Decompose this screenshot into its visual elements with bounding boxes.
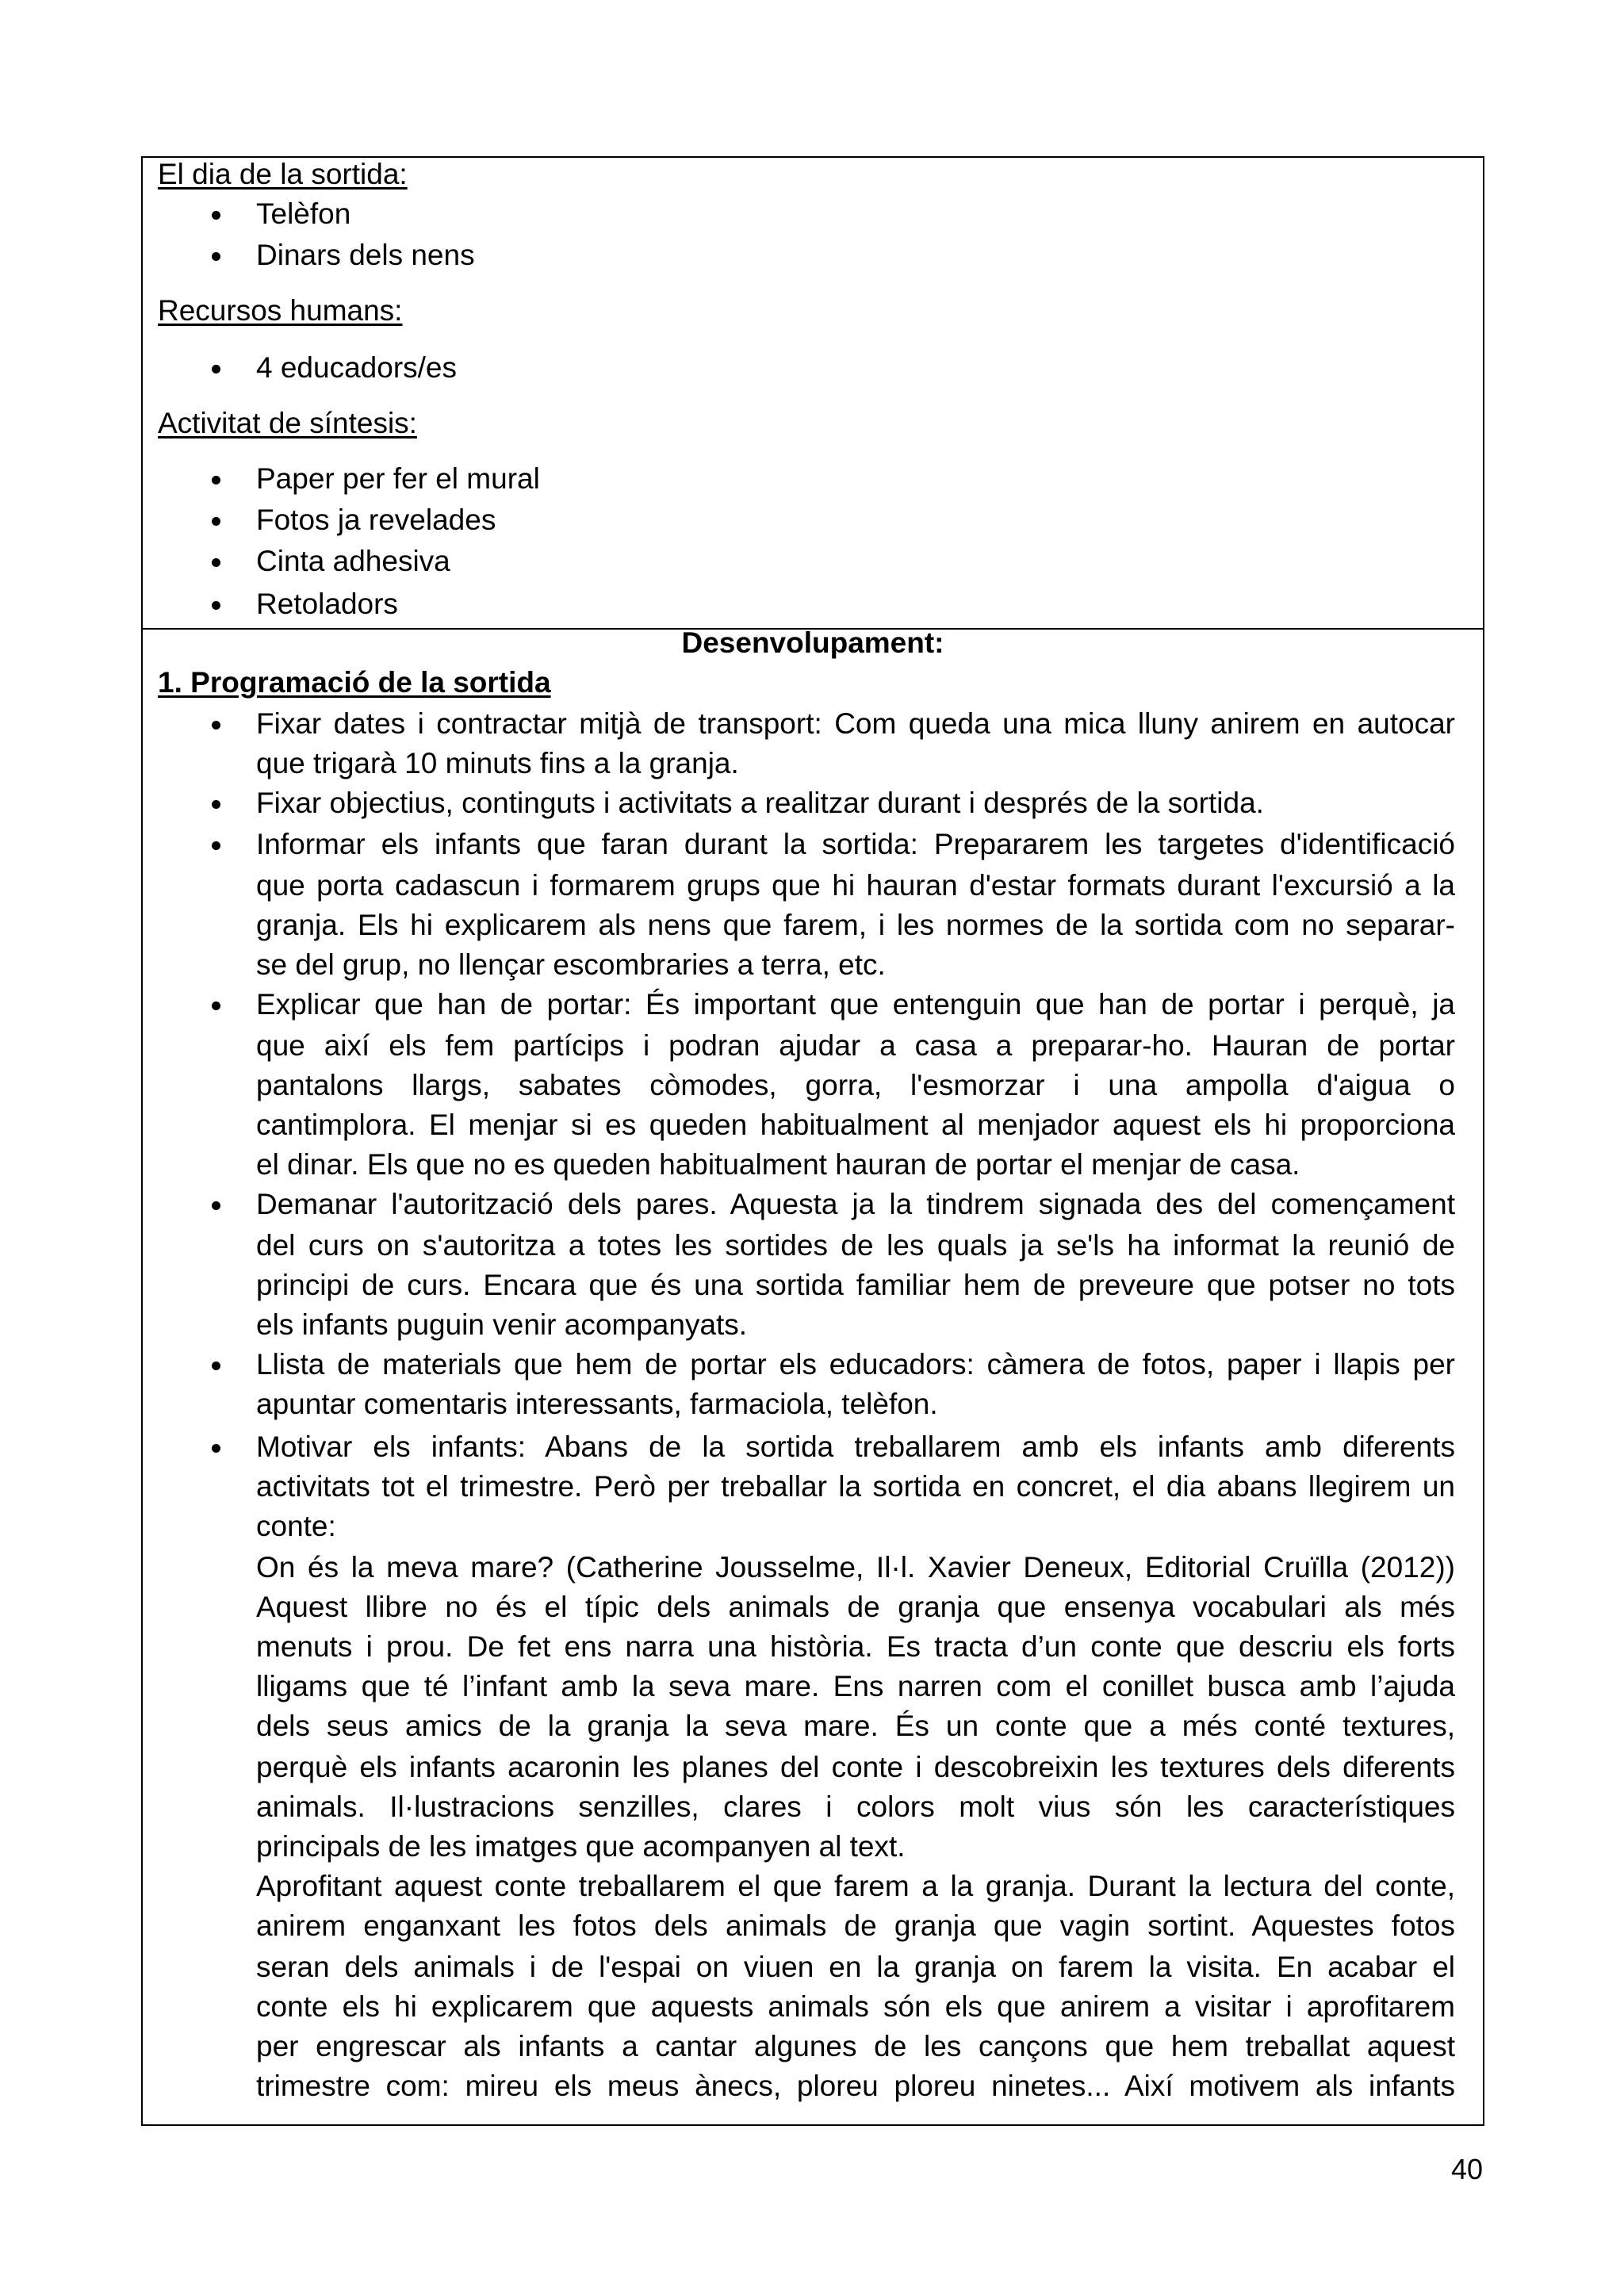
- list-item: Dinars dels nens: [256, 239, 475, 271]
- section-title: 1. Programació de la sortida: [158, 666, 551, 699]
- bullet-icon: [212, 476, 220, 484]
- paragraph-line: cantimplora. El menjar si es queden habitualment al menjador aquest els hi proporciona: [256, 1109, 1455, 1141]
- paragraph-line: Explicar que han de portar: És important que entenguin que han de portar i perquè, ja: [256, 988, 1455, 1021]
- paragraph-line: menuts i prou. De fet ens narra una història. Es tracta d’un conte que descriu els forts: [256, 1630, 1455, 1663]
- paragraph-line: per engrescar als infants a cantar algunes de les cançons que hem treballat aquest: [256, 2030, 1455, 2062]
- paragraph-line: conte els hi explicarem que aquests animals són els que anirem a visitar i aprofitarem: [256, 1990, 1455, 2023]
- paragraph-line: Informar els infants que faran durant la sortida: Prepararem les targetes d'identificació: [256, 828, 1455, 860]
- bullet-icon: [212, 1444, 220, 1453]
- paragraph-line: principals de les imatges que acompanyen al text.: [256, 1830, 906, 1863]
- paragraph-line: Demanar l'autorització dels pares. Aquesta ja la tindrem signada des del començament: [256, 1188, 1455, 1220]
- paragraph-line: pantalons llargs, sabates còmodes, gorra, l'esmorzar i una ampolla d'aigua o: [256, 1069, 1455, 1101]
- paragraph-line: apuntar comentaris interessants, farmaciola, telèfon.: [256, 1388, 938, 1420]
- bullet-icon: [212, 1361, 220, 1370]
- paragraph-line: que així els fem partícips i podran ajudar a casa a preparar-ho. Hauran de portar: [256, 1029, 1455, 1062]
- bullet-icon: [212, 1001, 220, 1010]
- paragraph-line: On és la meva mare? (Catherine Jousselme, Il·l. Xavier Deneux, Editorial Cruïlla (2012)): [256, 1551, 1455, 1584]
- bullet-icon: [212, 721, 220, 730]
- bullet-icon: [212, 601, 220, 610]
- list-item: Paper per fer el mural: [256, 462, 540, 495]
- page-number: 40: [1450, 2153, 1483, 2185]
- paragraph-line: del curs on s'autoritza a totes les sortides de les quals ja se'ls ha informat la reunió de: [256, 1229, 1455, 1262]
- synthesis-heading: Activitat de síntesis:: [158, 407, 417, 439]
- bullet-icon: [212, 1201, 220, 1210]
- paragraph-line: conte:: [256, 1510, 336, 1542]
- list-item: Retoladors: [256, 588, 398, 620]
- development-heading: Desenvolupament:: [681, 626, 944, 659]
- paragraph-line: activitats tot el trimestre. Però per treballar la sortida en concret, el dia abans llegirem un: [256, 1470, 1455, 1503]
- paragraph-line: que trigarà 10 minuts fins a la granja.: [256, 747, 739, 779]
- paragraph-line: seran dels animals i de l'espai on viuen en la granja on farem la visita. En acabar el: [256, 1951, 1455, 1983]
- bullet-icon: [212, 517, 220, 526]
- paragraph-line: dels seus amics de la granja la seva mare. És un conte que a més conté textures,: [256, 1710, 1455, 1742]
- bullet-icon: [212, 211, 220, 220]
- paragraph-line: anirem enganxant les fotos dels animals de granja que vagin sortint. Aquestes fotos: [256, 1909, 1455, 1942]
- content-table: [141, 156, 1484, 2126]
- list-item: Telèfon: [256, 197, 351, 230]
- bullet-icon: [212, 365, 220, 373]
- paragraph-line: Motivar els infants: Abans de la sortida treballarem amb els infants amb diferents: [256, 1430, 1455, 1463]
- paragraph-line: el dinar. Els que no es queden habitualment hauran de portar el menjar de casa.: [256, 1148, 1300, 1181]
- paragraph-line: lligams que té l’infant amb la seva mare. Ens narren com el conillet busca amb l’ajuda: [256, 1670, 1455, 1702]
- bullet-icon: [212, 800, 220, 809]
- paragraph-line: que porta cadascun i formarem grups que hi hauran d'estar formats durant l'excursió a la: [256, 869, 1455, 902]
- list-item: 4 educadors/es: [256, 351, 458, 384]
- bullet-icon: [212, 558, 220, 567]
- paragraph-line: Llista de materials que hem de portar els educadors: càmera de fotos, paper i llapis per: [256, 1348, 1455, 1381]
- list-item: Fotos ja revelades: [256, 504, 496, 536]
- bullet-icon: [212, 841, 220, 850]
- paragraph-line: granja. Els hi explicarem als nens que farem, i les normes de la sortida com no separar-: [256, 909, 1455, 941]
- paragraph-line: els infants puguin venir acompanyats.: [256, 1308, 748, 1341]
- day-heading: El dia de la sortida:: [158, 158, 408, 190]
- paragraph-line: principi de curs. Encara que és una sortida familiar hem de preveure que potser no tots: [256, 1269, 1455, 1301]
- human-resources-heading: Recursos humans:: [158, 294, 403, 327]
- paragraph-line: Aprofitant aquest conte treballarem el que farem a la granja. Durant la lectura del conte,: [256, 1870, 1455, 1902]
- paragraph-line: perquè els infants acaronin les planes del conte i descobreixin les textures dels diferents: [256, 1751, 1455, 1783]
- paragraph-line: trimestre com: mireu els meus ànecs, ploreu ploreu ninetes... Així motivem als infants: [256, 2070, 1455, 2102]
- paragraph-line: Fixar dates i contractar mitjà de transport: Com queda una mica lluny anirem en autocar: [256, 707, 1455, 740]
- paragraph-line: animals. Il·lustracions senzilles, clares i colors molt vius són les característiques: [256, 1790, 1455, 1823]
- paragraph-line: Fixar objectius, continguts i activitats a realitzar durant i després de la sortida.: [256, 787, 1264, 819]
- paragraph-line: Aquest llibre no és el típic dels animals de granja que ensenya vocabulari als més: [256, 1591, 1455, 1623]
- bullet-icon: [212, 252, 220, 261]
- list-item: Cinta adhesiva: [256, 545, 450, 577]
- paragraph-line: se del grup, no llençar escombraries a terra, etc.: [256, 948, 886, 981]
